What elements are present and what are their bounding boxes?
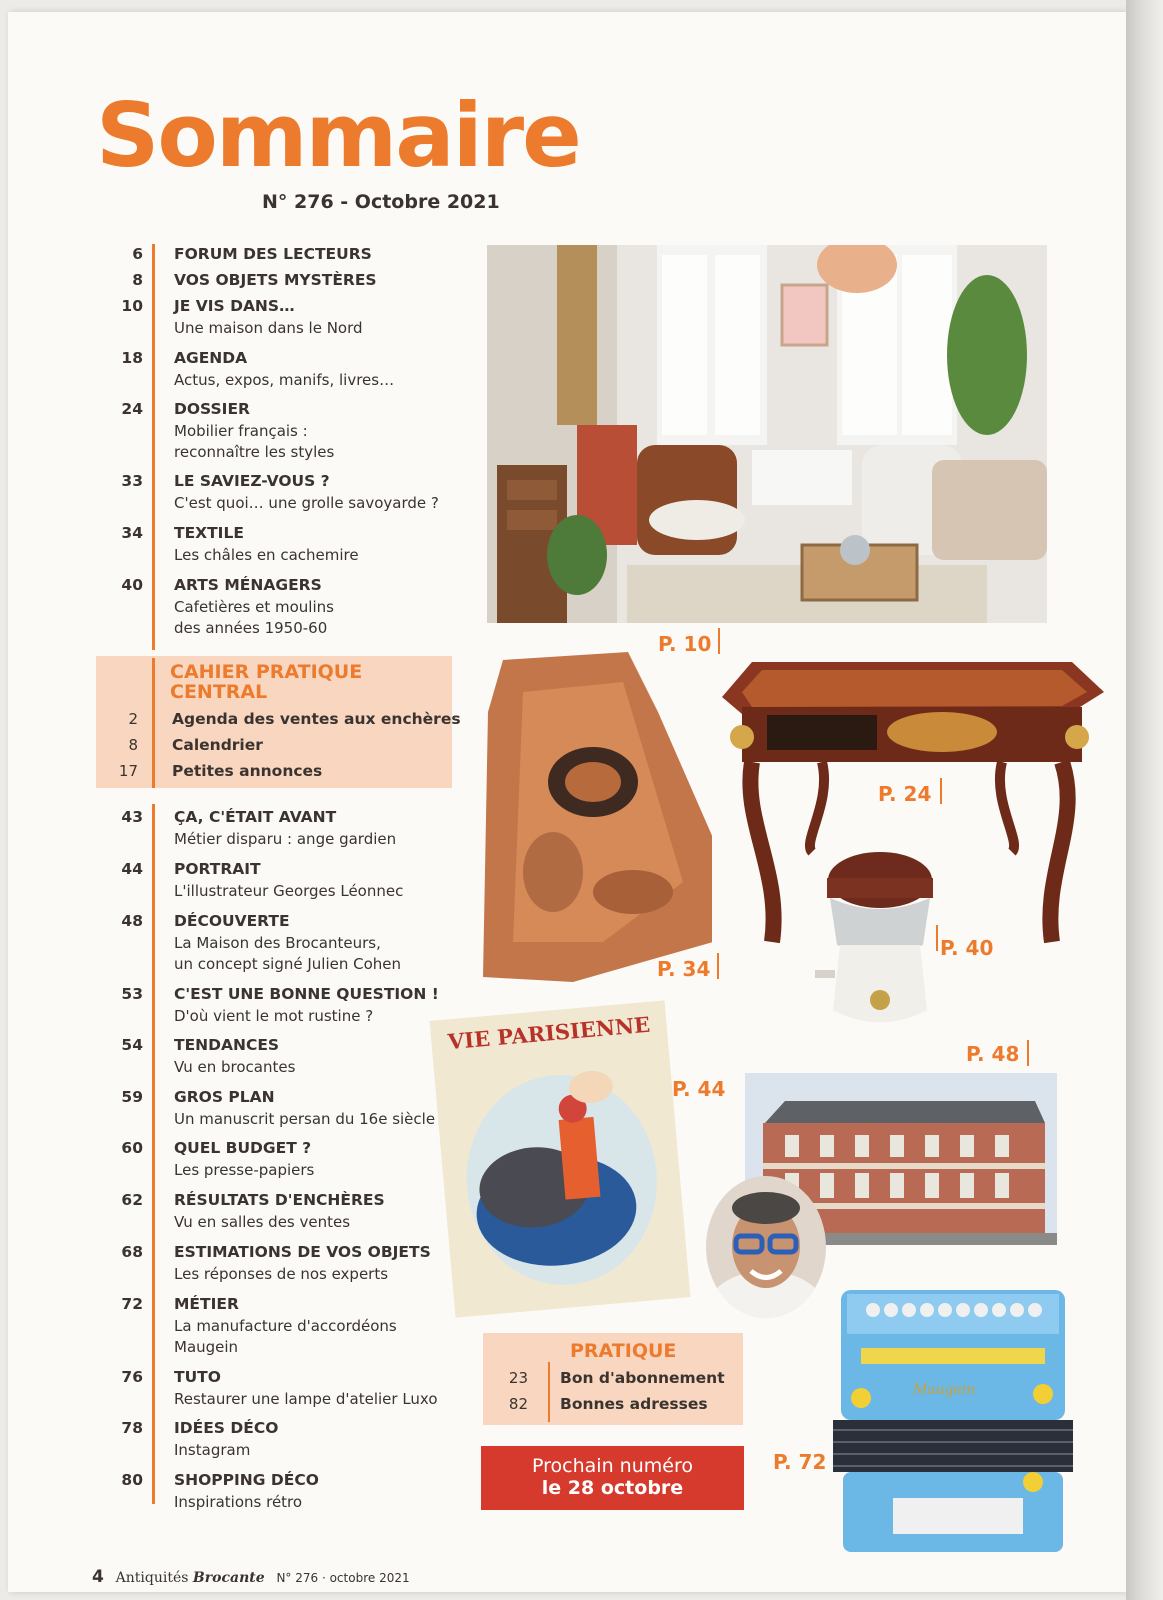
toc-rule-top bbox=[152, 244, 155, 650]
page-title: Sommaire bbox=[96, 84, 580, 187]
poster-title: VIE PARISIENNE bbox=[446, 1011, 652, 1055]
page-footer bbox=[92, 1567, 410, 1587]
brand-name bbox=[116, 1570, 265, 1586]
page-ref-72: P. 72 bbox=[773, 1450, 827, 1474]
accordion-brand: Maugein bbox=[913, 1382, 976, 1398]
brand-first: Antiquités bbox=[115, 1570, 189, 1586]
page-ref-bar bbox=[936, 925, 938, 951]
living-room-photo bbox=[487, 245, 1047, 623]
cashmere-shawl-photo bbox=[483, 652, 741, 982]
page-ref-bar bbox=[718, 628, 720, 654]
page-number: 4 bbox=[92, 1567, 104, 1587]
pratique-title: PRATIQUE bbox=[570, 1340, 677, 1362]
page-ref-bar bbox=[1027, 1040, 1029, 1066]
page-ref-24: P. 24 bbox=[878, 782, 932, 806]
vie-parisienne-poster bbox=[429, 1000, 690, 1317]
brand-second: Brocante bbox=[192, 1570, 265, 1586]
next-issue-banner bbox=[481, 1446, 744, 1510]
next-issue-date: le 28 octobre bbox=[541, 1477, 684, 1499]
page-ref-bar bbox=[717, 953, 719, 979]
page-ref-34: P. 34 bbox=[657, 957, 711, 981]
pratique-rule bbox=[548, 1362, 550, 1422]
issue-number: N° 276 - Octobre 2021 bbox=[262, 191, 500, 213]
next-page-edge bbox=[1126, 0, 1163, 1600]
maugein-accordion-photo bbox=[833, 1286, 1073, 1552]
cahier-title: CAHIER PRATIQUE CENTRAL bbox=[170, 661, 363, 703]
page-ref-10: P. 10 bbox=[658, 632, 712, 656]
cahier-rule bbox=[152, 658, 155, 788]
julien-cohen-portrait bbox=[706, 1176, 826, 1318]
page-ref-48: P. 48 bbox=[966, 1042, 1020, 1066]
page-ref-40: P. 40 bbox=[940, 936, 994, 960]
page-ref-bar bbox=[940, 778, 942, 804]
footer-issue: N° 276 · octobre 2021 bbox=[276, 1571, 410, 1585]
coffee-grinder-photo bbox=[815, 850, 945, 1050]
next-issue-label: Prochain numéro bbox=[532, 1455, 693, 1477]
toc-rule-bottom bbox=[152, 804, 155, 1504]
page-ref-44: P. 44 bbox=[672, 1077, 726, 1101]
